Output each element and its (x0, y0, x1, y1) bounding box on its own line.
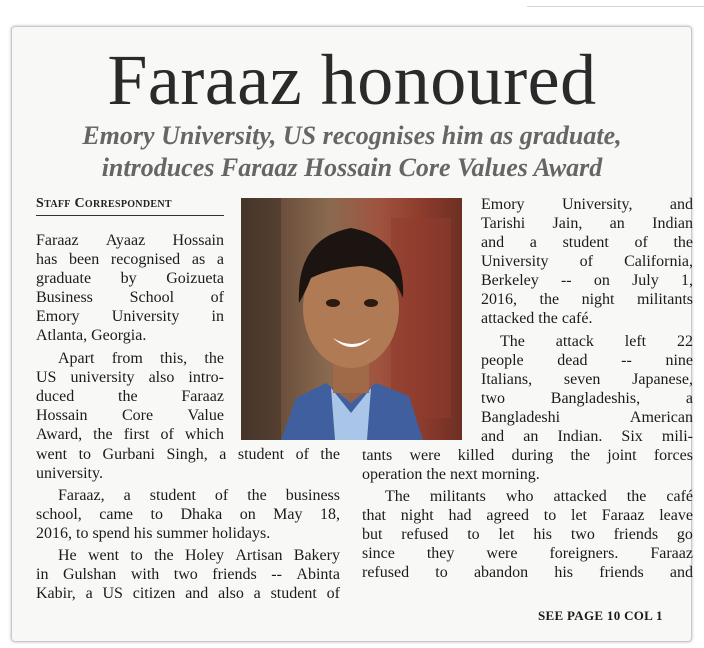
word: to (150, 506, 163, 523)
text-line (481, 371, 693, 389)
word: night (581, 291, 615, 308)
word: -- (271, 566, 282, 583)
word: the (118, 388, 138, 405)
word: Hossain (36, 407, 88, 424)
word: recognised (110, 251, 181, 268)
word: that (362, 507, 386, 524)
word: were (486, 545, 518, 562)
word: militants (429, 488, 486, 505)
text-line (36, 289, 224, 307)
word: Gulshan (62, 566, 117, 583)
word: were (409, 447, 441, 464)
word: student (562, 234, 609, 251)
word: refused (401, 526, 449, 543)
word: citizen (132, 585, 176, 602)
text-line (36, 585, 340, 603)
text-line (481, 272, 693, 290)
text-line (481, 196, 693, 214)
word: a (685, 390, 693, 407)
text-line: 2016, to spend his summer holidays. (36, 525, 271, 542)
word: a (216, 251, 224, 268)
word: US (102, 585, 123, 602)
word: the (93, 426, 113, 443)
word: Core (122, 407, 154, 424)
text-line (481, 428, 693, 446)
word: student (270, 585, 317, 602)
word: during (511, 447, 554, 464)
word: Ayaaz (105, 232, 146, 249)
word: café (666, 488, 693, 505)
text-line: attacked the café. (481, 310, 593, 327)
word: Holey (184, 547, 225, 564)
subheadline-line-2: introduces Faraaz Hossain Core Values Award (101, 153, 603, 182)
byline: Staff Correspondent (36, 196, 224, 216)
word: in (211, 308, 224, 325)
word: killed (457, 447, 495, 464)
word: in (36, 566, 49, 583)
word: which (184, 426, 224, 443)
word: people (481, 352, 524, 369)
text-line (36, 446, 340, 464)
word: Berkeley (481, 272, 539, 289)
word: friends (212, 566, 257, 583)
word: and (185, 585, 209, 602)
word: 22 (676, 333, 693, 350)
word: July (632, 272, 659, 289)
word: left (624, 333, 647, 350)
word: School (129, 289, 175, 306)
word: from (111, 350, 143, 367)
text-line (36, 251, 224, 269)
word: a (529, 234, 537, 251)
headline: Faraaz honoured (107, 40, 597, 120)
word: California, (624, 253, 693, 270)
word: The (500, 333, 525, 350)
word: 2016, (481, 291, 517, 308)
word: to (78, 446, 92, 463)
word: Award, (36, 426, 83, 443)
word: a (219, 446, 227, 463)
word: school, (36, 506, 82, 523)
word: Business (36, 289, 93, 306)
text-line: operation the next morning. (362, 466, 540, 483)
word: to (435, 564, 448, 581)
top-rule (527, 0, 704, 7)
word: on (593, 272, 610, 289)
word: and (669, 196, 693, 213)
word: his (533, 526, 552, 543)
word: intro- (188, 369, 224, 386)
word: first (123, 426, 150, 443)
word: of (579, 253, 593, 270)
word: student (237, 446, 285, 463)
word: a (253, 585, 261, 602)
word: the (154, 547, 174, 564)
text-line: university. (36, 465, 103, 482)
text-line (362, 507, 693, 525)
text-line (36, 270, 224, 288)
text-line (36, 506, 340, 524)
subheadline-line-1: Emory University, US recognises him as graduate, (82, 121, 622, 150)
word: student (149, 487, 196, 504)
word: as (191, 251, 206, 268)
word: University (111, 308, 180, 325)
word: business (285, 487, 340, 504)
word: May (273, 506, 303, 523)
text-line (362, 447, 693, 465)
word: Tarishi (481, 215, 526, 232)
text-line (481, 291, 693, 309)
word: friends (613, 526, 659, 543)
text-line (58, 350, 224, 368)
text-line (481, 409, 693, 427)
word: but (362, 526, 383, 543)
word: nine (665, 352, 693, 369)
word: seven (563, 371, 601, 388)
word: American (629, 409, 693, 426)
word: -- (621, 352, 632, 369)
word: they (426, 545, 455, 562)
text-line (362, 564, 693, 582)
word: Bakery (293, 547, 340, 564)
word: had (448, 507, 472, 524)
word: and (481, 234, 505, 251)
word: tants (362, 447, 393, 464)
word: mili- (661, 428, 693, 445)
continuation-note: SEE PAGE 10 COL 1 (538, 608, 663, 623)
word: his (554, 564, 574, 581)
text-line (58, 487, 340, 505)
word: a (123, 487, 131, 504)
word: Abinta (296, 566, 340, 583)
word: 1, (680, 272, 693, 289)
word: to (130, 547, 143, 564)
word: by (120, 270, 137, 287)
word: with (130, 566, 160, 583)
word: the (539, 291, 560, 308)
word: dead (557, 352, 588, 369)
word: to (543, 507, 557, 524)
word: Apart (58, 350, 95, 367)
word: Hossain (172, 232, 224, 249)
text-line (481, 253, 693, 271)
word: militants (636, 291, 693, 308)
word: Value (187, 407, 224, 424)
word: University, (561, 196, 633, 213)
word: of (326, 585, 340, 602)
word: and (669, 564, 693, 581)
word: Faraaz (181, 388, 224, 405)
word: an (523, 428, 539, 445)
word: a (85, 585, 93, 602)
word: Faraaz (601, 507, 645, 524)
text-line (481, 234, 693, 252)
word: Italians, (481, 371, 533, 388)
word: an (609, 215, 625, 232)
word: Gurbani (102, 446, 155, 463)
word: the (673, 234, 693, 251)
word: attacked (553, 488, 607, 505)
word: two (173, 566, 198, 583)
text-line (500, 333, 693, 351)
text-line (36, 566, 340, 584)
word: Goizueta (166, 270, 224, 287)
word: on (239, 506, 256, 523)
word: Six (621, 428, 643, 445)
word: agreed (486, 507, 529, 524)
word: who (505, 488, 534, 505)
word: Artisan (235, 547, 283, 564)
text-line (362, 545, 693, 563)
word: Indian. (557, 428, 603, 445)
text-line: Atlanta, Georgia. (36, 327, 147, 344)
word: of (214, 487, 229, 504)
word: the (320, 446, 340, 463)
word: Jain, (552, 215, 583, 232)
word: of (160, 426, 174, 443)
word: The (385, 488, 410, 505)
word: abandon (473, 564, 529, 581)
word: the (626, 488, 647, 505)
word: this, (160, 350, 188, 367)
word: went (36, 446, 68, 463)
word: the (247, 487, 267, 504)
text-line (36, 232, 224, 250)
word: duced (36, 388, 75, 405)
word: of (295, 446, 309, 463)
portrait-photo (241, 198, 462, 440)
word: friends (599, 564, 644, 581)
word: two (570, 526, 595, 543)
word: Emory (481, 196, 525, 213)
word: came (99, 506, 134, 523)
word: to (467, 526, 480, 543)
text-line (36, 369, 224, 387)
word: University (481, 253, 549, 270)
word: Faraaz (650, 545, 693, 562)
word: leave (659, 507, 693, 524)
word: go (676, 526, 693, 543)
word: also (218, 585, 244, 602)
text-line (362, 526, 693, 544)
word: and (481, 428, 505, 445)
word: 18, (319, 506, 340, 523)
text-line (36, 426, 224, 444)
word: joint (607, 447, 637, 464)
word: has (36, 251, 58, 268)
word: night (400, 507, 434, 524)
word: Faraaz (36, 232, 79, 249)
subheadline (0, 120, 704, 184)
text-line (481, 390, 693, 408)
word: foreigners. (549, 545, 619, 562)
word: went (87, 547, 120, 564)
text-line (36, 308, 224, 326)
word: US (36, 369, 57, 386)
word: Emory (36, 308, 80, 325)
word: graduate (36, 270, 92, 287)
word: the (204, 350, 224, 367)
word: let (498, 526, 515, 543)
word: university (70, 369, 135, 386)
word: also (148, 369, 175, 386)
word: of (210, 289, 224, 306)
word: of (634, 234, 648, 251)
word: forces (653, 447, 693, 464)
text-line (481, 215, 693, 233)
word: Faraaz, (58, 487, 105, 504)
word: Bangladeshi (481, 409, 561, 426)
text-line (36, 388, 224, 406)
word: -- (560, 272, 572, 289)
text-line (481, 352, 693, 370)
word: He (58, 547, 77, 564)
word: Bangladeshis, (550, 390, 641, 407)
word: been (69, 251, 100, 268)
word: the (570, 447, 591, 464)
word: Dhaka (180, 506, 223, 523)
word: Singh, (166, 446, 208, 463)
word: refused (362, 564, 410, 581)
word: two (481, 390, 505, 407)
word: Japanese, (632, 371, 693, 388)
word: Indian (652, 215, 693, 232)
word: let (571, 507, 587, 524)
text-line (385, 488, 693, 506)
text-line (36, 407, 224, 425)
word: attack (555, 333, 594, 350)
text-line (58, 547, 340, 565)
word: since (362, 545, 395, 562)
word: Kabir, (36, 585, 76, 602)
